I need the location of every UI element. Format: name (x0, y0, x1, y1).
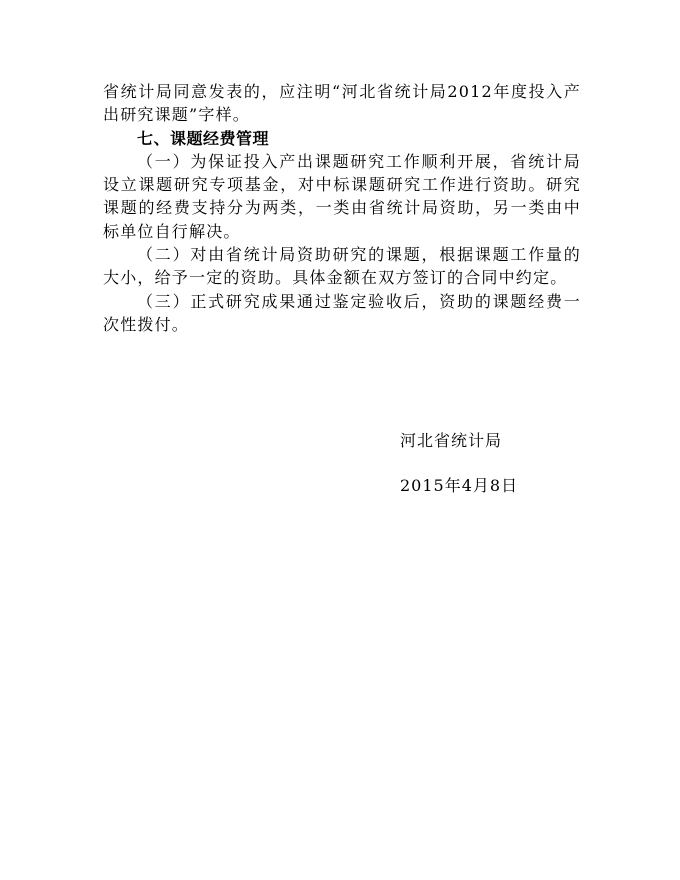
signature-date: 2015年4月8日 (400, 476, 519, 495)
paragraph-funding-fund: （一）为保证投入产出课题研究工作顺利开展，省统计局设立课题研究专项基金，对中标课题研究工作进行资助。研究课题的经费支持分为两类，一类由省统计局资助，另一类由中标单位自行解决。 (103, 151, 581, 241)
document-body (103, 80, 581, 336)
signature-organization: 河北省统计局 (400, 431, 503, 450)
paragraph-funding-amount: （二）对由省统计局资助研究的课题，根据课题工作量的大小，给予一定的资助。具体金额在双方签订的合同中约定。 (103, 245, 581, 288)
paragraph-funding-payment: （三）正式研究成果通过鉴定验收后，资助的课题经费一次性拨付。 (103, 291, 581, 334)
section-heading: 七、课题经费管理 (137, 128, 270, 148)
continued-paragraph: 省统计局同意发表的，应注明“河北省统计局2012年度投入产出研究课题”字样。 (103, 82, 581, 125)
